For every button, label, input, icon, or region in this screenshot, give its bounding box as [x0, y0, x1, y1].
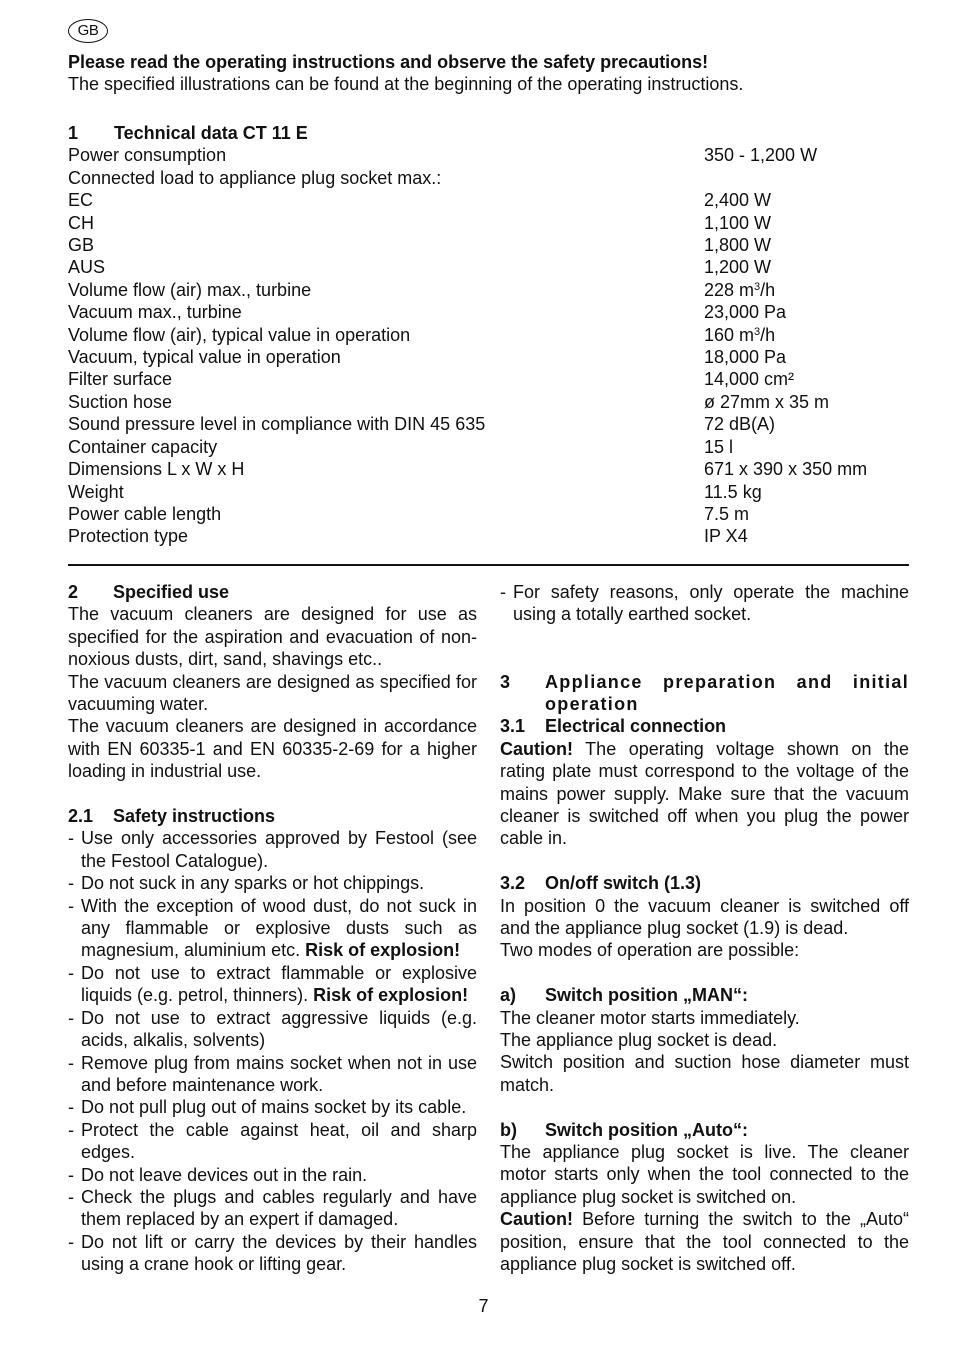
list-item: [68, 895, 477, 962]
list-text-body: Remove plug from mains socket when not in use and before maintenance work.: [81, 1052, 477, 1095]
spec-value-text: ø 27mm x 35 m: [704, 391, 830, 412]
paragraph: The vacuum cleaners are designed for use as specified for the aspiration and evacuation of non-noxious dusts, dirt, sand, shavings etc..: [68, 604, 477, 670]
list-text: [81, 872, 477, 894]
paragraph: [500, 1208, 909, 1275]
section-number: 3: [500, 671, 511, 692]
list-item: [68, 872, 477, 894]
section-number: 3.2: [500, 873, 526, 894]
spec-value-text: 160 m: [704, 324, 755, 345]
list-text-body: Do not use to extract aggressive liquids (e.g. acids, alkalis, solvents): [81, 1007, 477, 1051]
spec-label: AUS: [68, 257, 106, 278]
spec-value: [704, 167, 909, 189]
spec-value-unit: /h: [760, 324, 776, 345]
electrical-connection-heading: [500, 715, 909, 737]
spec-value: [704, 212, 909, 234]
list-dash: -: [68, 962, 74, 983]
spec-value-text: 11.5 kg: [704, 481, 762, 502]
paragraph: The appliance plug socket is live. The cleaner motor starts only when the tool connected to the appliance plug socket is switched on.: [500, 1142, 909, 1207]
spec-value-text: 1,800 W: [704, 235, 772, 256]
section-title: Technical data CT 11 E: [114, 123, 308, 143]
list-text: For safety reasons, only operate the machine using a totally earthed socket.: [513, 582, 909, 625]
spec-label: Suction hose: [68, 391, 173, 412]
spec-value-text: 1,100 W: [704, 212, 772, 233]
list-item: [68, 962, 477, 1007]
list-dash: -: [68, 895, 74, 916]
list-text-body: Do not suck in any sparks or hot chippings.: [81, 873, 425, 894]
spec-row: [68, 144, 909, 166]
spec-value-text: 23,000 Pa: [704, 302, 787, 323]
spec-value: [704, 279, 909, 301]
list-dash: -: [68, 1007, 74, 1028]
paragraph: The vacuum cleaners are designed as specified for vacuuming water.: [68, 671, 477, 715]
spec-value: [704, 346, 909, 368]
spec-label: Container capacity: [68, 436, 218, 457]
list-text: [81, 1096, 477, 1118]
spec-label: CH: [68, 212, 94, 233]
section-number: 1: [68, 123, 79, 143]
section-number: 2: [68, 582, 79, 602]
spec-value-text: 2,400 W: [704, 190, 772, 211]
spec-label: EC: [68, 190, 94, 211]
caution-label: Caution!: [500, 1209, 573, 1230]
spec-value: [704, 481, 909, 503]
spec-value-text: 350 - 1,200 W: [704, 145, 818, 166]
list-text: [81, 1231, 477, 1276]
section-title: Switch position „Auto“:: [545, 1119, 748, 1140]
section-number: a): [500, 985, 517, 1006]
spec-label: Filter surface: [68, 369, 173, 390]
spec-value: [704, 324, 909, 346]
spec-value: [704, 301, 909, 323]
illustrations-note: The specified illustrations can be found at the beginning of the operating instructions.: [68, 74, 744, 95]
preparation-heading: [500, 671, 909, 716]
list-text-body: Do not lift or carry the devices by their handles using a crane hook or lifting gear.: [81, 1231, 477, 1275]
spec-label: Sound pressure level in compliance with DIN 45 635: [68, 414, 486, 435]
spec-row: [68, 525, 909, 547]
spec-label: Volume flow (air), typical value in operation: [68, 324, 411, 345]
list-dash: -: [68, 1097, 74, 1118]
safety-list: [68, 827, 477, 1275]
list-item: [68, 1096, 477, 1118]
spec-row: [68, 346, 909, 368]
section-divider: [68, 564, 909, 566]
spec-value-text: 671 x 390 x 350 mm: [704, 459, 868, 480]
spec-label: Power consumption: [68, 145, 227, 166]
spec-value-text: 18,000 Pa: [704, 347, 787, 368]
caution-label: Caution!: [500, 738, 573, 759]
safety-instructions-heading: [68, 805, 477, 827]
section-number: 2.1: [68, 806, 94, 827]
paragraph: The cleaner motor starts immediately.: [500, 1007, 800, 1028]
list-text: [81, 1007, 477, 1052]
spec-label: Vacuum max., turbine: [68, 302, 242, 323]
paragraph: [500, 738, 909, 850]
paragraph: The appliance plug socket is dead.: [500, 1030, 778, 1051]
paragraph: In position 0 the vacuum cleaner is switched off and the appliance plug socket (1.9) is dead.: [500, 895, 909, 939]
list-text-body: Use only accessories approved by Festool (see the Festool Catalogue).: [81, 828, 477, 871]
switch-heading: [500, 872, 909, 894]
spec-row: [68, 503, 909, 525]
spec-row: [68, 234, 909, 256]
list-item: [68, 1119, 477, 1164]
right-column: [500, 581, 909, 1276]
section-title: Switch position „MAN“:: [545, 985, 748, 1006]
spec-row: [68, 436, 909, 458]
list-dash: -: [68, 1119, 74, 1140]
spec-row: [68, 167, 909, 189]
spec-value: [704, 189, 909, 211]
spec-value: [704, 368, 909, 390]
list-item: [68, 1007, 477, 1052]
spec-value-superscript: 3: [754, 280, 761, 293]
list-text-body: Protect the cable against heat, oil and sharp edges.: [81, 1119, 477, 1163]
spec-value-unit: /h: [760, 279, 776, 300]
safety-warning: Please read the operating instructions and observe the safety precautions!: [68, 52, 709, 72]
list-item: [500, 581, 909, 626]
spec-value: [704, 234, 909, 256]
spec-row: [68, 368, 909, 390]
spec-value-text: 7.5 m: [704, 503, 750, 524]
section-number: 3.1: [500, 716, 526, 737]
spec-value-text: 14,000 cm²: [704, 369, 795, 390]
paragraph: Switch position and suction hose diameter must match.: [500, 1052, 909, 1095]
auto-position-heading: [500, 1119, 909, 1141]
risk-warning: Risk of explosion!: [305, 940, 461, 961]
spec-value-text: 15 l: [704, 436, 734, 457]
intro: [68, 51, 909, 96]
list-text-body: Do not pull plug out of mains socket by its cable.: [81, 1097, 467, 1118]
section-title: On/off switch (1.3): [545, 873, 702, 894]
risk-warning: Risk of explosion!: [313, 985, 469, 1006]
list-text: [81, 1052, 477, 1097]
list-item: [68, 1164, 477, 1186]
spec-row: [68, 413, 909, 435]
list-item: [68, 1186, 477, 1231]
list-dash: -: [68, 1164, 74, 1185]
list-item: [68, 827, 477, 872]
list-text-body: Check the plugs and cables regularly and have them replaced by an expert if damaged.: [81, 1186, 477, 1230]
technical-data-heading: [68, 122, 909, 144]
spec-row: [68, 458, 909, 480]
man-position-heading: [500, 984, 909, 1006]
list-text: [81, 1164, 477, 1186]
spec-value-text: IP X4: [704, 526, 748, 547]
page-number: 7: [478, 1296, 489, 1316]
spec-row: [68, 301, 909, 323]
spec-value: [704, 391, 909, 413]
list-text: [81, 1186, 477, 1231]
spec-row: [68, 189, 909, 211]
spec-value: [704, 525, 909, 547]
technical-data-section: [68, 122, 909, 548]
spec-value: [704, 413, 909, 435]
list-text-body: Do not leave devices out in the rain.: [81, 1164, 368, 1185]
spec-label: Weight: [68, 481, 124, 502]
section-title: Safety instructions: [113, 806, 276, 827]
spec-value: [704, 503, 909, 525]
spec-row: [68, 324, 909, 346]
spec-label: Volume flow (air) max., turbine: [68, 279, 312, 300]
spec-row: [68, 279, 909, 301]
spec-label: Connected load to appliance plug socket max.:: [68, 167, 442, 188]
list-text-body: Do not use to extract flammable or explosive liquids (e.g. petrol, thinners).: [81, 962, 477, 1006]
list-dash: -: [68, 1231, 74, 1252]
spec-label: Dimensions L x W x H: [68, 459, 245, 480]
paragraph: The vacuum cleaners are designed in accordance with EN 60335-1 and EN 60335-2-69 for a higher loading in industrial use.: [68, 716, 477, 782]
left-column: [68, 581, 477, 1276]
spec-value-text: 228 m: [704, 279, 755, 300]
spec-value-superscript: 3: [754, 325, 761, 338]
list-text: [81, 827, 477, 872]
list-dash: -: [68, 1186, 74, 1207]
list-dash: -: [68, 873, 74, 894]
spec-value: [704, 144, 909, 166]
spec-value-text: 72 dB(A): [704, 414, 776, 435]
list-text: [81, 962, 477, 1007]
section-title: Appliance preparation and initial operation: [545, 671, 909, 714]
list-dash: -: [68, 828, 74, 849]
section-number: b): [500, 1119, 517, 1140]
spec-label: Power cable length: [68, 503, 222, 524]
spec-value: [704, 256, 909, 278]
list-dash: -: [68, 1052, 74, 1073]
section-title: Specified use: [113, 582, 230, 602]
section-title: Electrical connection: [545, 716, 727, 737]
spec-row: [68, 391, 909, 413]
spec-row: [68, 256, 909, 278]
spec-table: [68, 144, 909, 547]
list-item: [68, 1052, 477, 1097]
language-badge: GB: [68, 19, 108, 43]
paragraph: Two modes of operation are possible:: [500, 940, 800, 961]
caution-text: Before turning the switch to the „Auto“ position, ensure that the tool connected to the appliance plug socket is switched off.: [500, 1209, 909, 1275]
specified-use-heading: [68, 581, 477, 603]
spec-value: [704, 458, 909, 480]
spec-value-text: 1,200 W: [704, 257, 772, 278]
spec-label: Protection type: [68, 526, 189, 547]
spec-row: [68, 212, 909, 234]
spec-value: [704, 436, 909, 458]
spec-row: [68, 481, 909, 503]
spec-label: GB: [68, 235, 95, 256]
spec-label: Vacuum, typical value in operation: [68, 347, 341, 368]
caution-text: The operating voltage shown on the rating plate must correspond to the voltage of the mains power supply. Make sure that the vacuum cleaner is switched off when you plug the power cable in.: [500, 738, 909, 849]
list-dash: -: [500, 582, 506, 602]
list-item: [68, 1231, 477, 1276]
list-text: [81, 895, 477, 962]
list-text-body: With the exception of wood dust, do not suck in any flammable or explosive dusts such as magnesium, aluminium etc.: [81, 895, 477, 961]
list-text: [81, 1119, 477, 1164]
